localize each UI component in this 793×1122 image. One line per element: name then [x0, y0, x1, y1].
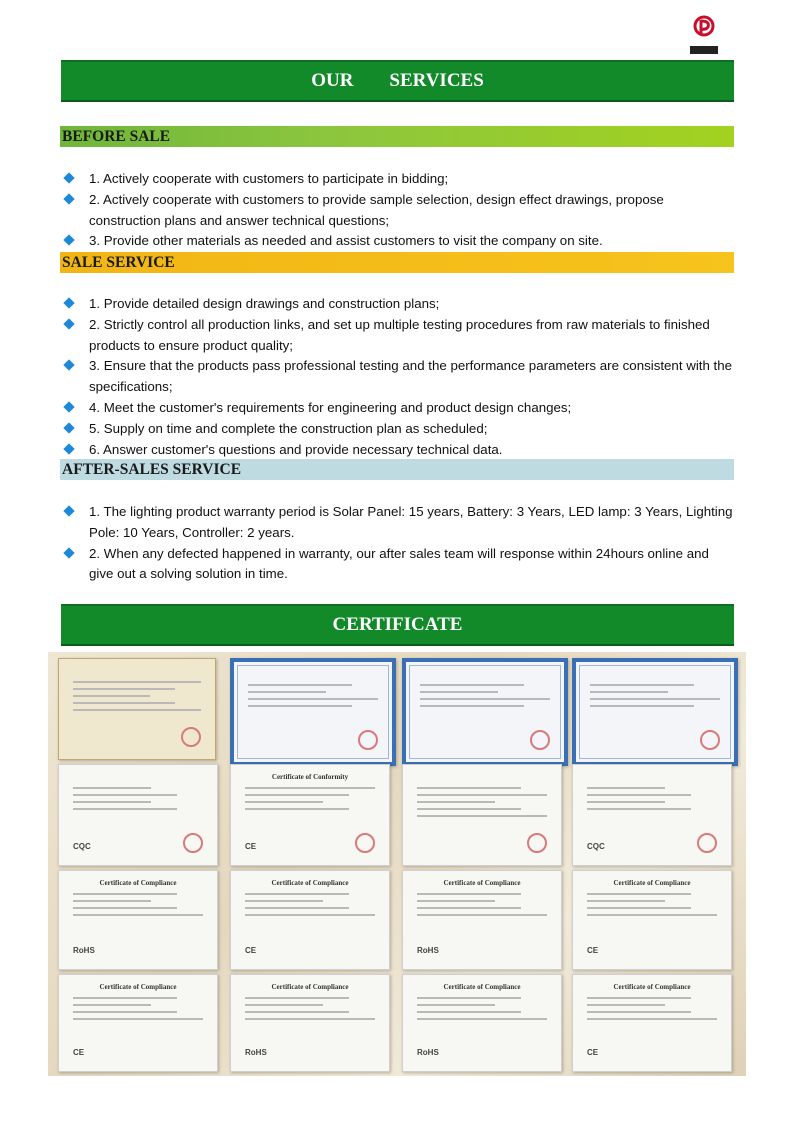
certificate-badge: CQC: [587, 842, 605, 851]
certificate-badge: CE: [245, 946, 257, 955]
after-sales-list: [62, 502, 734, 585]
list-item: 2. Actively cooperate with customers to provide sample selection, design effect drawings, propose construction plans and answer technical questions;: [62, 190, 734, 232]
certificate-image: [572, 764, 732, 866]
list-item: 1. The lighting product warranty period is Solar Panel: 15 years, Battery: 3 Years, LED lamp: 3 Years, Lighting Pole: 10 Years, Controller: 2 years.: [62, 502, 734, 544]
certificate-image: [58, 764, 218, 866]
list-item: 6. Answer customer's questions and provide necessary technical data.: [62, 440, 734, 461]
list-item: 1. Provide detailed design drawings and construction plans;: [62, 294, 734, 315]
diamond-bullet-icon: [63, 401, 74, 412]
certificate-heading: Certificate of Conformity: [271, 773, 349, 781]
certificate-image: [58, 658, 216, 760]
certificate-badge: RoHS: [245, 1048, 267, 1057]
services-banner: [61, 60, 734, 102]
certificate-badge: CE: [587, 946, 599, 955]
diamond-bullet-icon: [63, 505, 74, 516]
certificate-image: [402, 764, 562, 866]
certificate-heading: Certificate of Compliance: [271, 983, 349, 991]
list-item: 2. Strictly control all production links, and set up multiple testing procedures from raw materials to finished products to ensure product quality;: [62, 315, 734, 357]
list-item: 3. Ensure that the products pass professional testing and the performance parameters are consistent with the specifications;: [62, 356, 734, 398]
services-title-right: SERVICES: [389, 70, 484, 91]
certificate-badge: RoHS: [417, 946, 439, 955]
certificate-image: [402, 658, 568, 766]
certificate-image: [402, 870, 562, 970]
certificate-heading: Certificate of Compliance: [99, 879, 177, 887]
sale-service-heading: SALE SERVICE: [60, 252, 734, 273]
certificate-badge: CE: [245, 842, 257, 851]
certificate-heading: Certificate of Compliance: [443, 879, 521, 887]
certificate-image: [572, 870, 732, 970]
certificate-heading: Certificate of Compliance: [613, 983, 691, 991]
certificate-image: [402, 974, 562, 1072]
sale-service-list: [62, 294, 734, 460]
certificate-image: [572, 658, 738, 766]
before-sale-list: [62, 169, 734, 252]
certificate-heading: Certificate of Compliance: [271, 879, 349, 887]
certificate-heading: Certificate of Compliance: [613, 879, 691, 887]
certificate-image: [230, 974, 390, 1072]
services-title-left: OUR: [311, 70, 354, 91]
certificate-badge: RoHS: [417, 1048, 439, 1057]
list-item: 2. When any defected happened in warranty, our after sales team will response within 24hours online and give out a solving solution in time.: [62, 544, 734, 586]
certificate-image: [572, 974, 732, 1072]
list-item: 4. Meet the customer's requirements for engineering and product design changes;: [62, 398, 734, 419]
certificate-image: [230, 764, 390, 866]
certificate-image: [58, 974, 218, 1072]
diamond-bullet-icon: [63, 422, 74, 433]
diamond-bullet-icon: [63, 547, 74, 558]
diamond-bullet-icon: [63, 235, 74, 246]
list-item: 3. Provide other materials as needed and assist customers to visit the company on site.: [62, 231, 734, 252]
list-item: 5. Supply on time and complete the construction plan as scheduled;: [62, 419, 734, 440]
before-sale-heading: BEFORE SALE: [60, 126, 734, 147]
certificate-image: [230, 870, 390, 970]
certificate-image: [58, 870, 218, 970]
diamond-bullet-icon: [63, 318, 74, 329]
certificate-title: CERTIFICATE: [332, 614, 463, 635]
after-sales-heading: AFTER-SALES SERVICE: [60, 459, 734, 480]
certificate-banner: [61, 604, 734, 646]
certificate-badge: RoHS: [73, 946, 95, 955]
certificate-heading: Certificate of Compliance: [99, 983, 177, 991]
diamond-bullet-icon: [63, 443, 74, 454]
list-item: 1. Actively cooperate with customers to participate in bidding;: [62, 169, 734, 190]
diamond-bullet-icon: [63, 360, 74, 371]
certificate-collage: [48, 652, 746, 1076]
diamond-bullet-icon: [63, 193, 74, 204]
company-logo: [684, 14, 724, 58]
certificate-badge: CE: [73, 1048, 85, 1057]
diamond-bullet-icon: [63, 297, 74, 308]
certificate-heading: Certificate of Compliance: [443, 983, 521, 991]
certificate-badge: CE: [587, 1048, 599, 1057]
certificate-image: [230, 658, 396, 766]
diamond-bullet-icon: [63, 172, 74, 183]
certificate-badge: CQC: [73, 842, 91, 851]
